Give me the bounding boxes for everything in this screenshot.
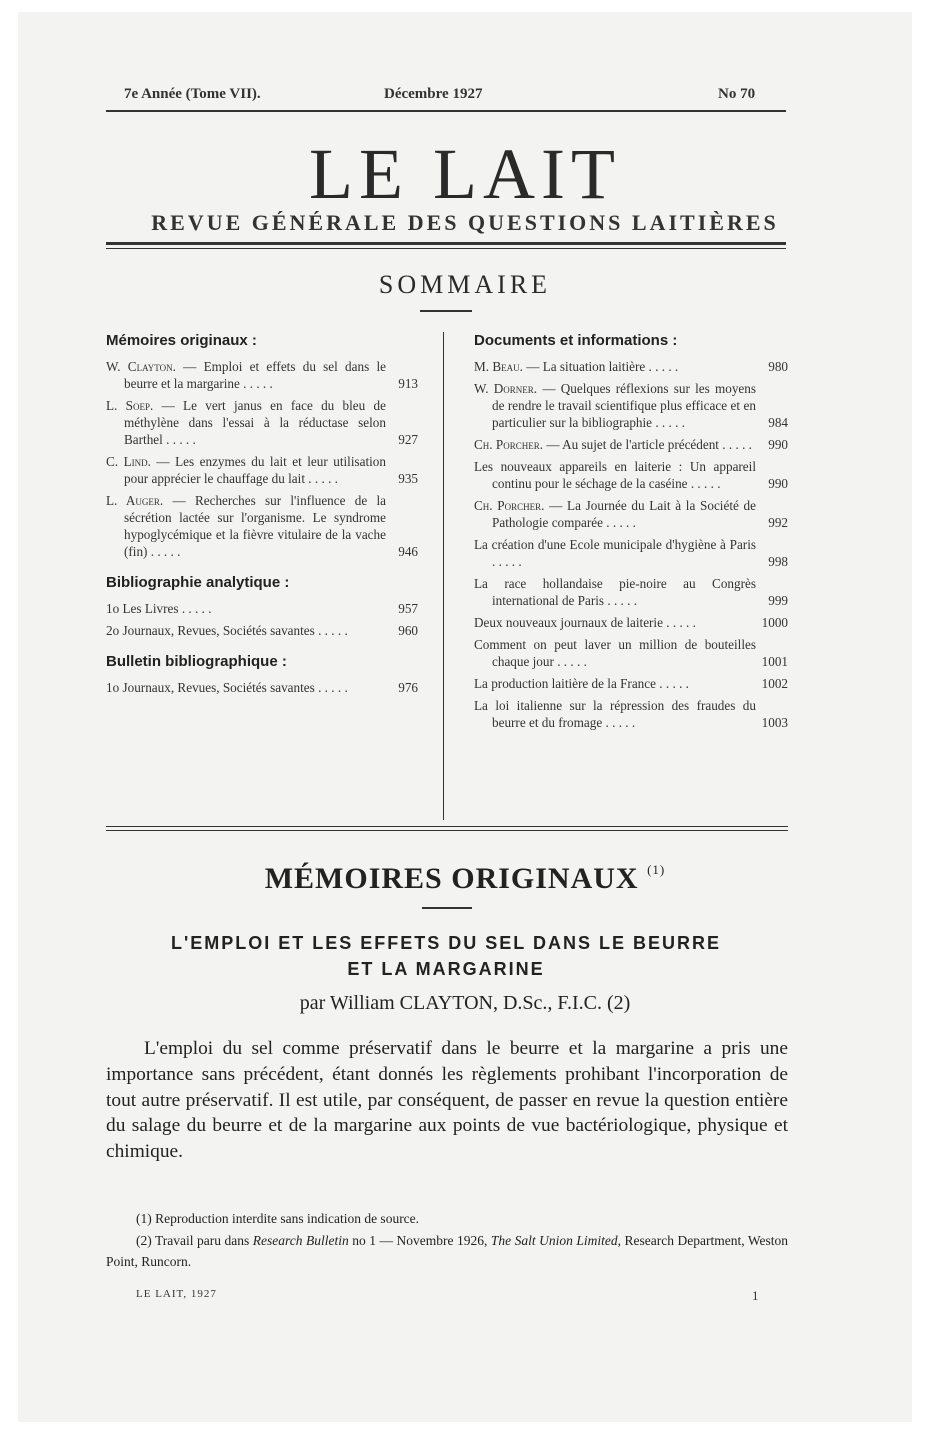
contents-entry-page: 960 bbox=[398, 623, 418, 638]
contents-entry-page: 927 bbox=[398, 432, 418, 447]
contents-entry-leader: . . . . . bbox=[492, 554, 522, 569]
contents-entry-title: — La situation laitière bbox=[522, 359, 646, 374]
section-heading-rule bbox=[422, 907, 472, 909]
contents-entry-page: 999 bbox=[768, 593, 788, 608]
contents-entry bbox=[106, 679, 418, 696]
contents-entry-title: Comment on peut laver un million de bouteilles chaque jour bbox=[474, 637, 756, 669]
contents-entry-page: 1002 bbox=[761, 676, 788, 691]
contents-entry-author: Ch. Porcher. bbox=[474, 437, 544, 452]
contents-entry-text bbox=[106, 600, 386, 617]
contents-entry-leader: . . . . . bbox=[687, 476, 721, 491]
contents-left-column bbox=[106, 332, 418, 701]
contents-end-rule-1 bbox=[106, 826, 788, 827]
contents-entry-leader: . . . . . bbox=[602, 515, 636, 530]
contents-entry-title: La production laitière de la France bbox=[474, 676, 656, 691]
contents-entry-title: — Recherches sur l'influence de la sécrétion lactée sur l'organisme. Le syndrome hypoglycémique et la fièvre vitulaire de la vache (fin) bbox=[124, 493, 386, 559]
contents-entry-leader: . . . . . bbox=[645, 359, 679, 374]
contents-entry-title: — Les enzymes du lait et leur utilisation pour apprécier le chauffage du lait bbox=[124, 454, 386, 486]
contents-entry-leader: . . . . . bbox=[652, 415, 685, 430]
contents-entry-page: 980 bbox=[768, 359, 788, 374]
contents-entry-page: 976 bbox=[398, 680, 418, 695]
contents-entry bbox=[474, 697, 788, 731]
contents-entry-author: C. Lind. bbox=[106, 454, 151, 469]
contents-entry bbox=[474, 636, 788, 670]
footnote-2-org: The Salt Union Limited bbox=[490, 1233, 618, 1248]
contents-entry-page: 913 bbox=[398, 376, 418, 391]
contents-entry-text bbox=[474, 675, 756, 692]
contents-entry bbox=[106, 492, 418, 560]
contents-entry-page: 990 bbox=[768, 476, 788, 491]
contents-right-column bbox=[474, 332, 788, 736]
contents-entry-leader: . . . . . bbox=[162, 432, 196, 447]
contents-entry-title: Deux nouveaux journaux de laiterie bbox=[474, 615, 663, 630]
contents-entry-page: 1001 bbox=[761, 654, 788, 669]
contents-section-heading: Mémoires originaux : bbox=[106, 332, 257, 349]
contents-heading-rule bbox=[420, 310, 472, 312]
contents-entry-text bbox=[474, 536, 756, 570]
contents-section-heading: Bulletin bibliographique : bbox=[106, 653, 287, 670]
article-title-line-2: ET LA MARGARINE bbox=[347, 959, 545, 979]
contents-entry-page: 935 bbox=[398, 471, 418, 486]
contents-entry-text bbox=[474, 614, 756, 631]
footnote-1: (1) Reproduction interdite sans indication de source. bbox=[136, 1211, 420, 1226]
contents-entry-text bbox=[106, 492, 386, 560]
contents-entry-leader: . . . . . bbox=[602, 715, 636, 730]
contents-entry-title: — Quelques réflexions sur les moyens de rendre le travail scientifique plus efficace et en particulier sur la bibliographie bbox=[492, 381, 756, 430]
contents-entry-leader: . . . . . bbox=[147, 544, 181, 559]
contents-entry bbox=[474, 614, 788, 631]
contents-entry-text bbox=[106, 358, 386, 392]
section-heading bbox=[0, 862, 930, 896]
contents-entry-text bbox=[474, 497, 756, 531]
contents-end-rule-2 bbox=[106, 830, 788, 831]
contents-entry-page: 990 bbox=[768, 437, 788, 452]
masthead-rule-thin bbox=[106, 248, 786, 249]
contents-entry-leader: . . . . . bbox=[655, 676, 689, 691]
section-heading-text: MÉMOIRES ORIGINAUX bbox=[264, 862, 639, 895]
contents-entry-page: 1000 bbox=[761, 615, 788, 630]
contents-entry bbox=[474, 536, 788, 570]
column-divider bbox=[443, 332, 444, 820]
contents-entry bbox=[106, 600, 418, 617]
contents-entry-author: L. Soep. bbox=[106, 398, 154, 413]
contents-entry-text bbox=[474, 380, 756, 431]
contents-entry-page: 998 bbox=[768, 554, 788, 569]
contents-entry-page: 984 bbox=[768, 415, 788, 430]
contents-entry bbox=[106, 397, 418, 448]
contents-entry-leader: . . . . . bbox=[239, 376, 273, 391]
contents-section-heading: Bibliographie analytique : bbox=[106, 574, 290, 591]
contents-entry bbox=[106, 453, 418, 487]
year-volume: 7e Année (Tome VII). bbox=[124, 86, 261, 102]
journal-title: LE LAIT bbox=[309, 134, 621, 214]
article-title-line-1: L'EMPLOI ET LES EFFETS DU SEL DANS LE BEURRE bbox=[171, 933, 721, 953]
contents-entry-title: — Le vert janus en face du bleu de méthylène dans l'essai à la réductase selon Barthel bbox=[124, 398, 386, 447]
footnote-2 bbox=[106, 1230, 788, 1272]
contents-entry-leader: . . . . . bbox=[314, 680, 348, 695]
article-paragraph-text: L'emploi du sel comme préservatif dans le beurre et la margarine a pris une importance sans précédent, étant donnés les règlements prohibant l'incorporation de tout autre préservatif. Il est utile, par conséquent, de passer en revue la question entière du salage du beurre et de la margarine aux points de vue bactériologique, physique et chimique. bbox=[106, 1038, 788, 1163]
contents-entry-leader: . . . . . bbox=[662, 615, 696, 630]
contents-entry-title: Les nouveaux appareils en laiterie : Un appareil continu pour le séchage de la caséine bbox=[474, 459, 756, 491]
contents-entry-title: La loi italienne sur la répression des fraudes du beurre et du fromage bbox=[474, 698, 756, 730]
contents-entry-title: 1o Journaux, Revues, Sociétés savantes bbox=[106, 680, 315, 695]
contents-entry bbox=[474, 575, 788, 609]
issue-date: Décembre 1927 bbox=[384, 86, 483, 102]
contents-entry-title: La race hollandaise pie-noire au Congrès international de Paris bbox=[474, 576, 756, 608]
contents-entry-text bbox=[106, 453, 386, 487]
contents-entry-leader: . . . . . bbox=[178, 601, 212, 616]
contents-entry-author: W. Dorner. bbox=[474, 381, 538, 396]
contents-entry-text bbox=[474, 636, 756, 670]
contents-entry-title: 1o Les Livres bbox=[106, 601, 179, 616]
contents-entry-page: 946 bbox=[398, 544, 418, 559]
contents-entry-leader: . . . . . bbox=[604, 593, 638, 608]
contents-entry-text bbox=[474, 358, 756, 375]
contents-entry bbox=[474, 675, 788, 692]
contents-entry-leader: . . . . . bbox=[553, 654, 587, 669]
contents-entry-text bbox=[106, 679, 386, 696]
issue-number: No 70 bbox=[718, 86, 756, 102]
contents-entry-author: Ch. Porcher. bbox=[474, 498, 545, 513]
contents-entry-text bbox=[474, 436, 756, 453]
contents-entry-text bbox=[474, 697, 756, 731]
footnote-2-part-b: no 1 — Novembre 1926, bbox=[348, 1233, 491, 1248]
journal-subtitle: REVUE GÉNÉRALE DES QUESTIONS LAITIÈRES bbox=[151, 210, 779, 235]
contents-entry-title: La création d'une Ecole municipale d'hygiène à Paris bbox=[474, 537, 756, 552]
contents-entry-title: — La Journée du Lait à la Société de Pathologie comparée bbox=[492, 498, 757, 530]
contents-entry bbox=[106, 622, 418, 639]
article-title bbox=[106, 930, 786, 982]
contents-entry-page: 992 bbox=[768, 515, 788, 530]
contents-entry-title: 2o Journaux, Revues, Sociétés savantes bbox=[106, 623, 315, 638]
contents-heading: SOMMAIRE bbox=[378, 270, 552, 299]
contents-entry-leader: . . . . . bbox=[305, 471, 338, 486]
footer-left: LE LAIT, 1927 bbox=[136, 1288, 217, 1300]
contents-entry-leader: . . . . . bbox=[718, 437, 752, 452]
header-rule bbox=[106, 110, 786, 112]
contents-entry-author: M. Beau. bbox=[474, 359, 523, 374]
contents-entry-text bbox=[106, 622, 386, 639]
contents-entry-title: — Au sujet de l'article précédent bbox=[543, 437, 719, 452]
contents-entry-page: 1003 bbox=[761, 715, 788, 730]
contents-entry-text bbox=[474, 458, 756, 492]
contents-entry-page: 957 bbox=[398, 601, 418, 616]
footnote-2-journal: Research Bulletin bbox=[252, 1233, 349, 1248]
contents-entry bbox=[474, 458, 788, 492]
contents-entry-author: W. Clayton. bbox=[106, 359, 176, 374]
article-paragraph bbox=[106, 1036, 788, 1165]
footnote-2-part-c: , Research Department, Weston Point, Runcorn. bbox=[106, 1233, 788, 1269]
masthead-rule-thick bbox=[106, 242, 786, 245]
contents-entry bbox=[474, 358, 788, 375]
footnote-2-part-a: (2) Travail paru dans bbox=[136, 1233, 253, 1248]
contents-entry bbox=[106, 358, 418, 392]
contents-entry bbox=[474, 380, 788, 431]
contents-entry bbox=[474, 497, 788, 531]
article-byline: par William CLAYTON, D.Sc., F.I.C. (2) bbox=[299, 992, 631, 1014]
contents-entry bbox=[474, 436, 788, 453]
contents-entry-author: L. Auger. bbox=[106, 493, 164, 508]
contents-entry-text bbox=[106, 397, 386, 448]
footer-page-number: 1 bbox=[752, 1288, 760, 1303]
section-heading-note: (1) bbox=[647, 862, 666, 877]
contents-entry-title: — Emploi et effets du sel dans le beurre et la margarine bbox=[124, 359, 386, 391]
contents-entry-leader: . . . . . bbox=[314, 623, 348, 638]
contents-section-heading: Documents et informations : bbox=[474, 332, 678, 349]
contents-entry-text bbox=[474, 575, 756, 609]
